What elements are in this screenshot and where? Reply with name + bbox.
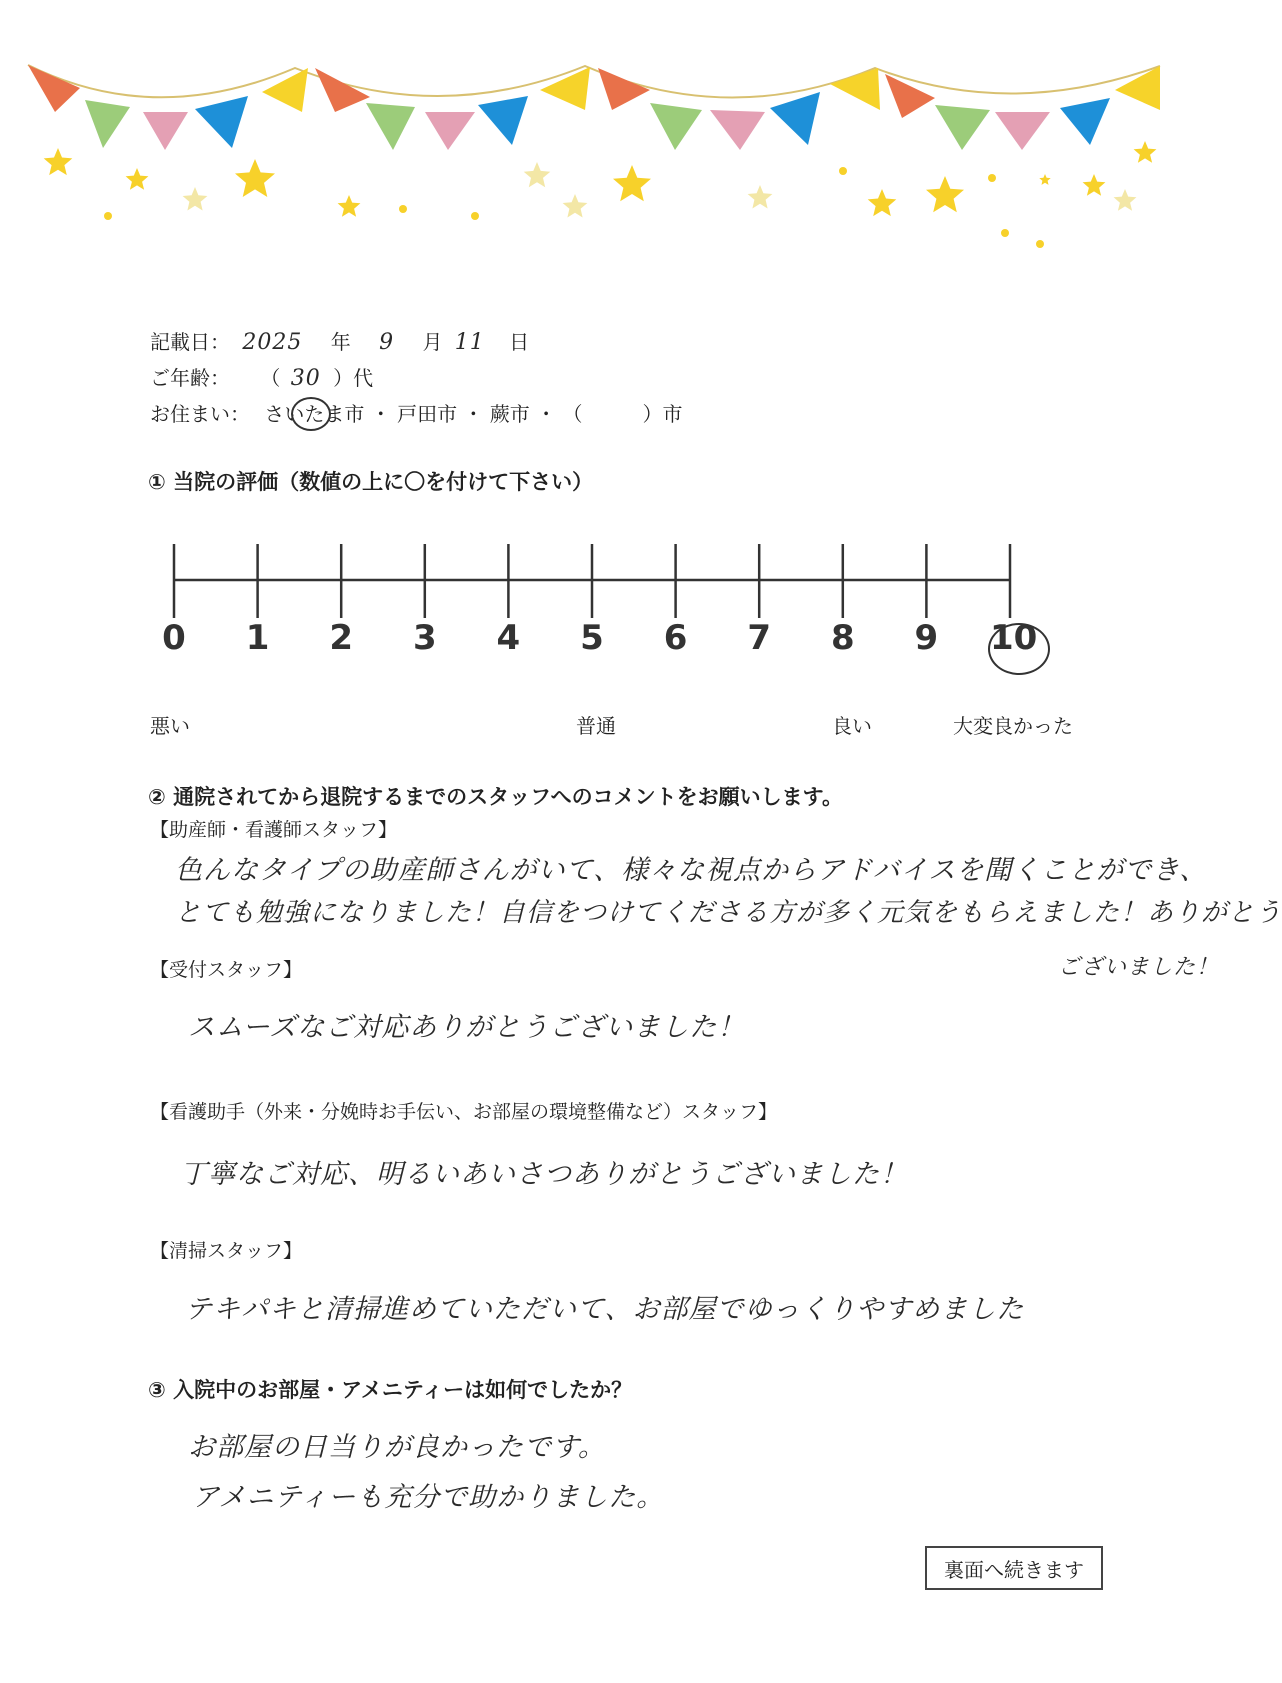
star-icon [1039, 174, 1050, 185]
bunting-flag [598, 68, 650, 110]
bunting-flag [478, 96, 528, 145]
star-icon [1134, 141, 1157, 163]
age-open: （ [260, 366, 281, 390]
scale-number-7[interactable]: 7 [747, 618, 772, 658]
year-unit: 年 [330, 330, 351, 354]
scale-number-1[interactable]: 1 [245, 618, 270, 658]
date-month: 9 [379, 330, 395, 355]
bunting-flag [195, 96, 248, 148]
age-close: ）代 [333, 366, 374, 390]
age-row [150, 362, 373, 391]
q2-title: ② 通院されてから退院するまでのスタッフへのコメントをお願いします。 [148, 785, 843, 809]
cleaning-section-label: 【清掃スタッフ】 [150, 1240, 303, 1262]
scale-word-normal: 普通 [576, 714, 616, 738]
star-icon [1114, 189, 1137, 211]
assistant-section-label: 【看護助手（外来・分娩時お手伝い、お部屋の環境整備など）スタッフ】 [150, 1101, 778, 1123]
scale-number-0[interactable]: 0 [162, 618, 186, 658]
day-unit: 日 [509, 330, 530, 354]
star-icon [926, 176, 964, 212]
scale-number-6[interactable]: 6 [663, 618, 688, 658]
scale-word-good: 良い [832, 714, 872, 738]
date-year: 2025 [242, 330, 303, 355]
continue-on-back-note [925, 1546, 1103, 1590]
month-unit: 月 [422, 330, 443, 354]
rating-selection-circle [988, 623, 1050, 675]
q3-comment-line1: お部屋の日当りが良かったです。 [188, 1432, 606, 1463]
q3-title: ③ 入院中のお部屋・アメニティーは如何でしたか？ [148, 1378, 633, 1402]
sparkle-dot [104, 212, 112, 220]
assistant-comment: 丁寧なご対応、明るいあいさつありがとうございました！ [180, 1159, 908, 1190]
star-icon [44, 148, 73, 175]
scale-word-very-good: 大変良かった [953, 714, 1073, 738]
sparkle-dot [839, 167, 847, 175]
scale-number-10[interactable]: 10 [990, 618, 1038, 658]
bunting-flag [315, 68, 370, 112]
bunting-flag [425, 112, 475, 150]
star-icon [613, 165, 651, 201]
bunting-flag [770, 92, 820, 145]
sparkle-dot [988, 174, 996, 182]
scale-number-2[interactable]: 2 [329, 618, 354, 658]
star-icon [748, 185, 773, 209]
star-icon [1083, 174, 1106, 196]
star-icon [235, 159, 275, 197]
sparkle-dot [399, 205, 407, 213]
q3-comment-line2: アメニティーも充分で助かりました。 [192, 1482, 665, 1513]
star-icon [868, 189, 897, 216]
scale-number-5[interactable]: 5 [580, 618, 604, 658]
reception-comment: スムーズなご対応ありがとうございました！ [188, 1012, 746, 1043]
scale-number-4[interactable]: 4 [496, 618, 521, 658]
star-icon [524, 162, 551, 187]
scale-number-8[interactable]: 8 [830, 618, 855, 658]
bunting-flag [935, 105, 990, 150]
sparkle-dot [1001, 229, 1009, 237]
bunting-flag [830, 68, 880, 110]
bunting-banner-illustration [0, 0, 1190, 260]
q1-title: ① 当院の評価（数値の上に〇を付けて下さい） [148, 470, 594, 494]
star-icon [338, 195, 361, 217]
scale-word-bad: 悪い [150, 714, 190, 738]
residence-selection-circle [291, 397, 331, 431]
bunting-flag [143, 112, 188, 150]
bunting-flag [1060, 98, 1110, 145]
date-label: 記載日： [150, 330, 230, 354]
date-day: 11 [454, 330, 485, 355]
bunting-flag [710, 110, 765, 150]
midwife-comment-line2: とても勉強になりました！自信をつけてくださる方が多く元気をもらえました！ありがとう [175, 898, 1282, 928]
cleaning-comment: テキパキと清掃進めていただいて、お部屋でゆっくりやすめました [185, 1294, 1025, 1325]
midwife-comment-line3: ございました！ [1058, 955, 1220, 980]
bunting-flag [85, 100, 130, 148]
bunting-flag [28, 65, 80, 112]
bunting-flag [995, 112, 1050, 150]
midwife-section-label: 【助産師・看護師スタッフ】 [150, 819, 398, 841]
sparkle-dot [1036, 240, 1044, 248]
star-icon [183, 187, 208, 211]
star-icon [126, 168, 149, 190]
bunting-flag [262, 68, 308, 112]
residence-row [150, 398, 683, 427]
midwife-comment-line1: 色んなタイプの助産師さんがいて、様々な視点からアドバイスを聞くことができ、 [175, 855, 1208, 886]
rating-scale-line [160, 540, 1030, 620]
age-label: ご年齢： [150, 366, 230, 390]
sparkle-dot [471, 212, 479, 220]
reception-section-label: 【受付スタッフ】 [150, 959, 303, 981]
bunting-string [28, 65, 1160, 98]
age-value: 30 [290, 366, 321, 391]
date-row [150, 326, 529, 355]
residence-options: さいたま市 ・ 戸田市 ・ 蕨市 ・ （ ）市 [264, 402, 683, 426]
continue-label: 裏面へ続きます [944, 1557, 1084, 1582]
scale-number-3[interactable]: 3 [412, 618, 437, 658]
bunting-flag [366, 103, 415, 150]
scale-number-9[interactable]: 9 [914, 618, 939, 658]
residence-label: お住まい： [150, 402, 250, 426]
star-icon [563, 194, 588, 218]
bunting-flag [650, 103, 702, 150]
